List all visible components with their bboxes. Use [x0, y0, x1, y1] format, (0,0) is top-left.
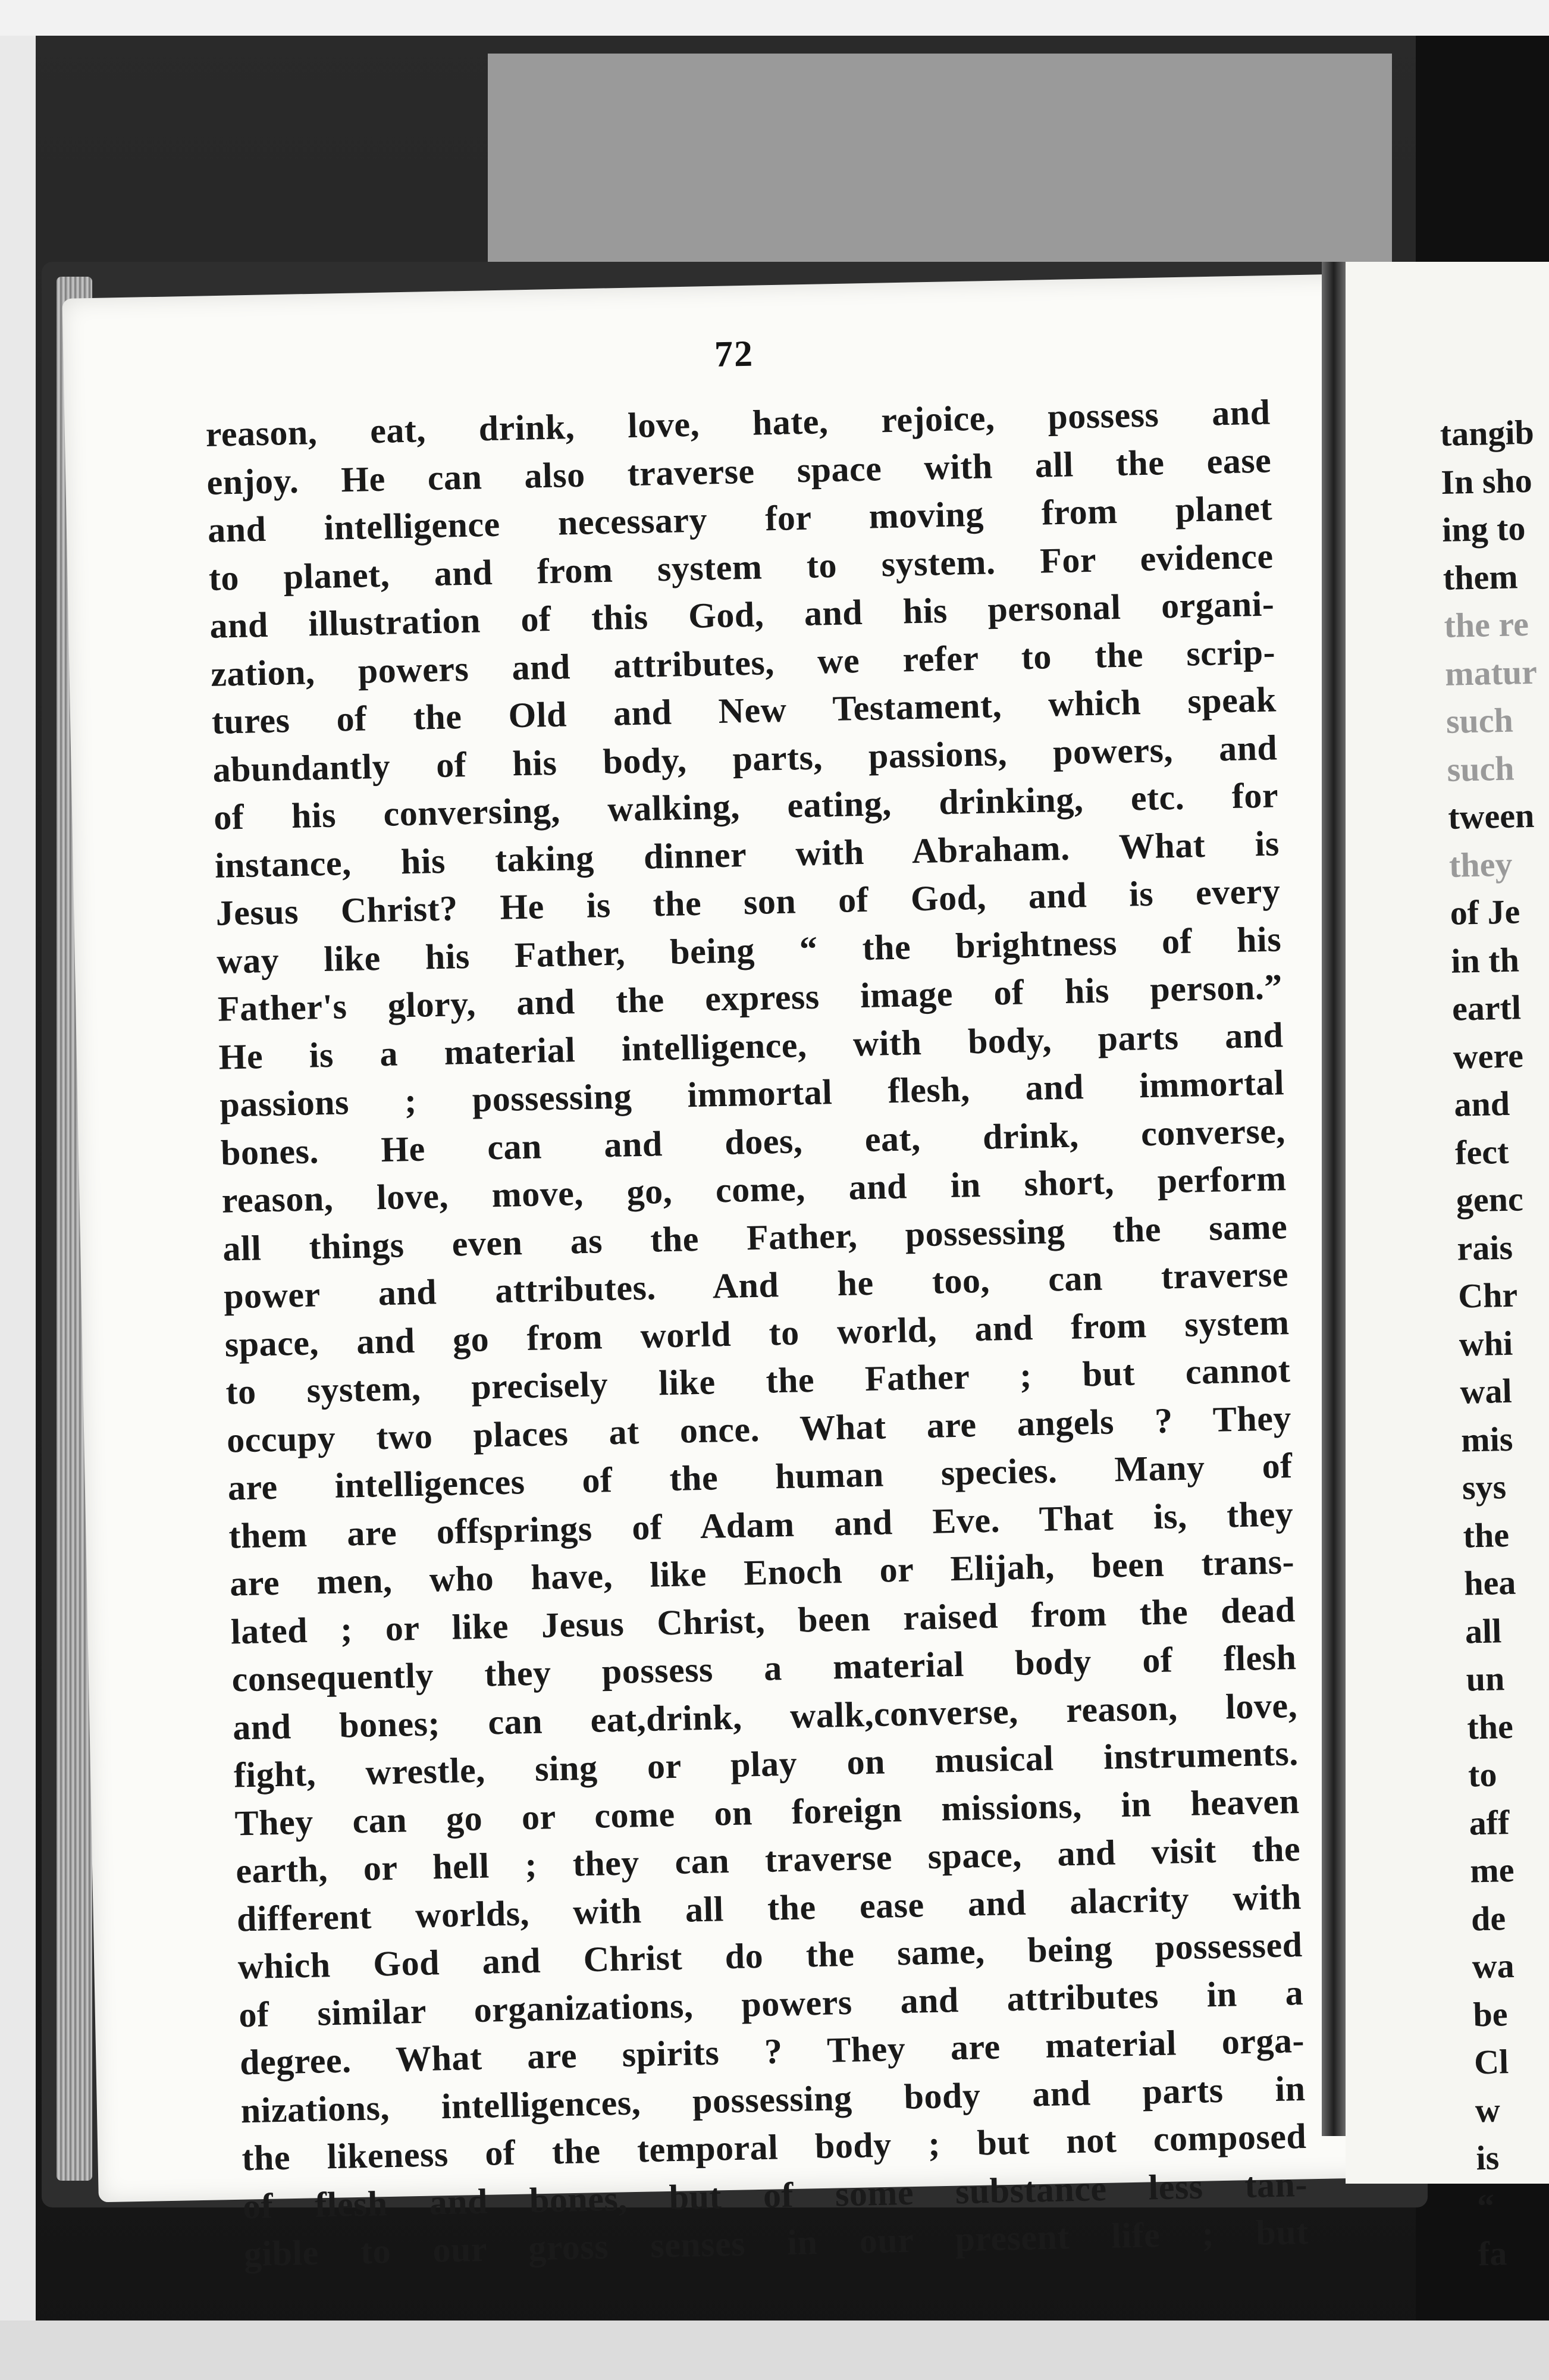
right-text-line: genc	[1456, 1179, 1524, 1220]
text-line: them are offsprings of Adam and Eve. That is, they	[228, 1493, 1294, 1556]
right-text-line: In sho	[1440, 461, 1533, 502]
right-text-line: Chr	[1457, 1275, 1518, 1316]
text-line: instance, his taking dinner with Abraham. What is	[214, 823, 1280, 885]
right-text-line: hea	[1463, 1562, 1516, 1603]
right-text-line: such	[1446, 749, 1515, 789]
text-line: are intelligences of the human species. Many of	[227, 1446, 1293, 1508]
right-text-line: me	[1469, 1850, 1515, 1890]
right-text-line: tangib	[1440, 412, 1535, 453]
right-text-line: wa	[1472, 1946, 1515, 1986]
right-text-line: all	[1465, 1611, 1502, 1651]
text-line: degree. What are spirits ? They are material orga-	[239, 2020, 1305, 2082]
text-line: to planet, and from system to system. For evidence	[208, 536, 1274, 598]
scan-left-margin	[0, 36, 36, 2380]
text-line: lated ; or like Jesus Christ, been raised from the dead	[230, 1589, 1296, 1652]
right-text-line: Cl	[1473, 2042, 1509, 2082]
text-line: and illustration of this God, and his personal organi-	[209, 584, 1275, 646]
right-text-line: tween	[1447, 796, 1535, 837]
right-text-line: de	[1470, 1898, 1506, 1938]
right-text-line: were	[1453, 1035, 1524, 1076]
text-line: gible to our gross senses in our present life ; but	[243, 2212, 1309, 2274]
right-text-line: sys	[1462, 1467, 1507, 1507]
right-text-line: un	[1465, 1659, 1505, 1699]
right-text-line: rais	[1456, 1227, 1513, 1268]
right-text-line: ing to	[1441, 509, 1526, 549]
right-text-line: the	[1466, 1706, 1514, 1747]
text-line: abundantly of his body, parts, passions, powers, and	[212, 727, 1278, 790]
right-text-line: such	[1445, 700, 1514, 741]
text-line: reason, eat, drink, love, hate, rejoice, possess and	[205, 392, 1271, 454]
scan-top-margin	[0, 0, 1549, 36]
text-line: He is a material intelligence, with body, parts and	[218, 1014, 1284, 1077]
right-text-line: matur	[1444, 652, 1538, 693]
right-text-line: “	[1476, 2186, 1495, 2225]
text-line: enjoy. He can also traverse space with all the ease	[206, 440, 1272, 502]
text-line: are men, who have, like Enoch or Elijah, been trans-	[229, 1542, 1295, 1604]
right-text-line: they	[1448, 844, 1513, 885]
text-line: nizations, intelligences, possessing body and parts in	[240, 2068, 1306, 2130]
text-line: power and attributes. And he too, can traverse	[223, 1254, 1289, 1316]
text-line: and intelligence necessary for moving from planet	[207, 488, 1273, 550]
right-text-line: is	[1475, 2138, 1500, 2178]
right-text-line: fa	[1478, 2234, 1507, 2273]
text-line: occupy two places at once. What are angels ? They	[226, 1398, 1292, 1460]
scan-backing-board	[488, 54, 1392, 280]
text-line: fight, wrestle, sing or play on musical instruments.	[233, 1733, 1299, 1795]
text-line: way like his Father, being “ the brightness of his	[216, 919, 1282, 981]
text-line: passions ; possessing immortal flesh, and immortal	[219, 1063, 1285, 1125]
right-text-line: eartl	[1451, 988, 1522, 1028]
text-line: of flesh and bones, but of some substance less tan-	[242, 2164, 1308, 2226]
text-line: bones. He can and does, eat, drink, converse,	[220, 1110, 1286, 1173]
text-line: consequently they possess a material body of flesh	[231, 1637, 1297, 1699]
text-line: and bones; can eat,drink, walk,converse, reason, love,	[232, 1685, 1298, 1748]
right-text-line: whi	[1459, 1323, 1513, 1364]
text-line: to system, precisely like the Father ; but cannot	[225, 1350, 1291, 1412]
scan-bottom-margin	[0, 2320, 1549, 2380]
text-line: reason, love, move, go, come, and in short, perform	[221, 1158, 1287, 1220]
page-number: 72	[714, 333, 754, 375]
right-text-line: aff	[1469, 1802, 1510, 1842]
right-text-line: to	[1468, 1755, 1498, 1795]
right-text-line: the re	[1443, 604, 1529, 645]
right-text-line: fect	[1454, 1132, 1509, 1172]
right-text-line: wal	[1459, 1371, 1513, 1411]
text-line: all things even as the Father, possessing the same	[222, 1206, 1288, 1269]
text-line: Jesus Christ? He is the son of God, and is every	[215, 871, 1281, 933]
text-line: zation, powers and attributes, we refer to the scrip-	[210, 631, 1276, 694]
text-line: which God and Christ do the same, being possessed	[237, 1924, 1303, 1987]
text-line: of his conversing, walking, eating, drinking, etc. for	[213, 775, 1279, 837]
text-line: They can go or come on foreign missions, in heaven	[234, 1781, 1300, 1843]
text-line: space, and go from world to world, and from system	[224, 1302, 1290, 1364]
text-line: of similar organizations, powers and attributes in a	[238, 1972, 1304, 2034]
right-text-line: the	[1462, 1515, 1510, 1555]
right-text-line: them	[1443, 556, 1519, 597]
right-text-line: and	[1453, 1083, 1510, 1124]
left-page-text	[205, 389, 1309, 2278]
right-text-line: in th	[1450, 940, 1520, 981]
text-line: Father's glory, and the express image of his person.”	[217, 967, 1283, 1029]
right-text-line: w	[1475, 2090, 1501, 2130]
right-text-line: mis	[1460, 1419, 1513, 1460]
text-line: the likeness of the temporal body ; but not composed	[241, 2116, 1307, 2178]
right-text-line: of Je	[1450, 892, 1520, 932]
book-gutter	[1322, 262, 1346, 2136]
text-line: earth, or hell ; they can traverse space, and visit the	[235, 1828, 1301, 1891]
text-line: tures of the Old and New Testament, which speak	[211, 679, 1277, 741]
right-text-line: be	[1472, 1994, 1509, 2034]
text-line: different worlds, with all the ease and alacrity with	[236, 1877, 1302, 1939]
